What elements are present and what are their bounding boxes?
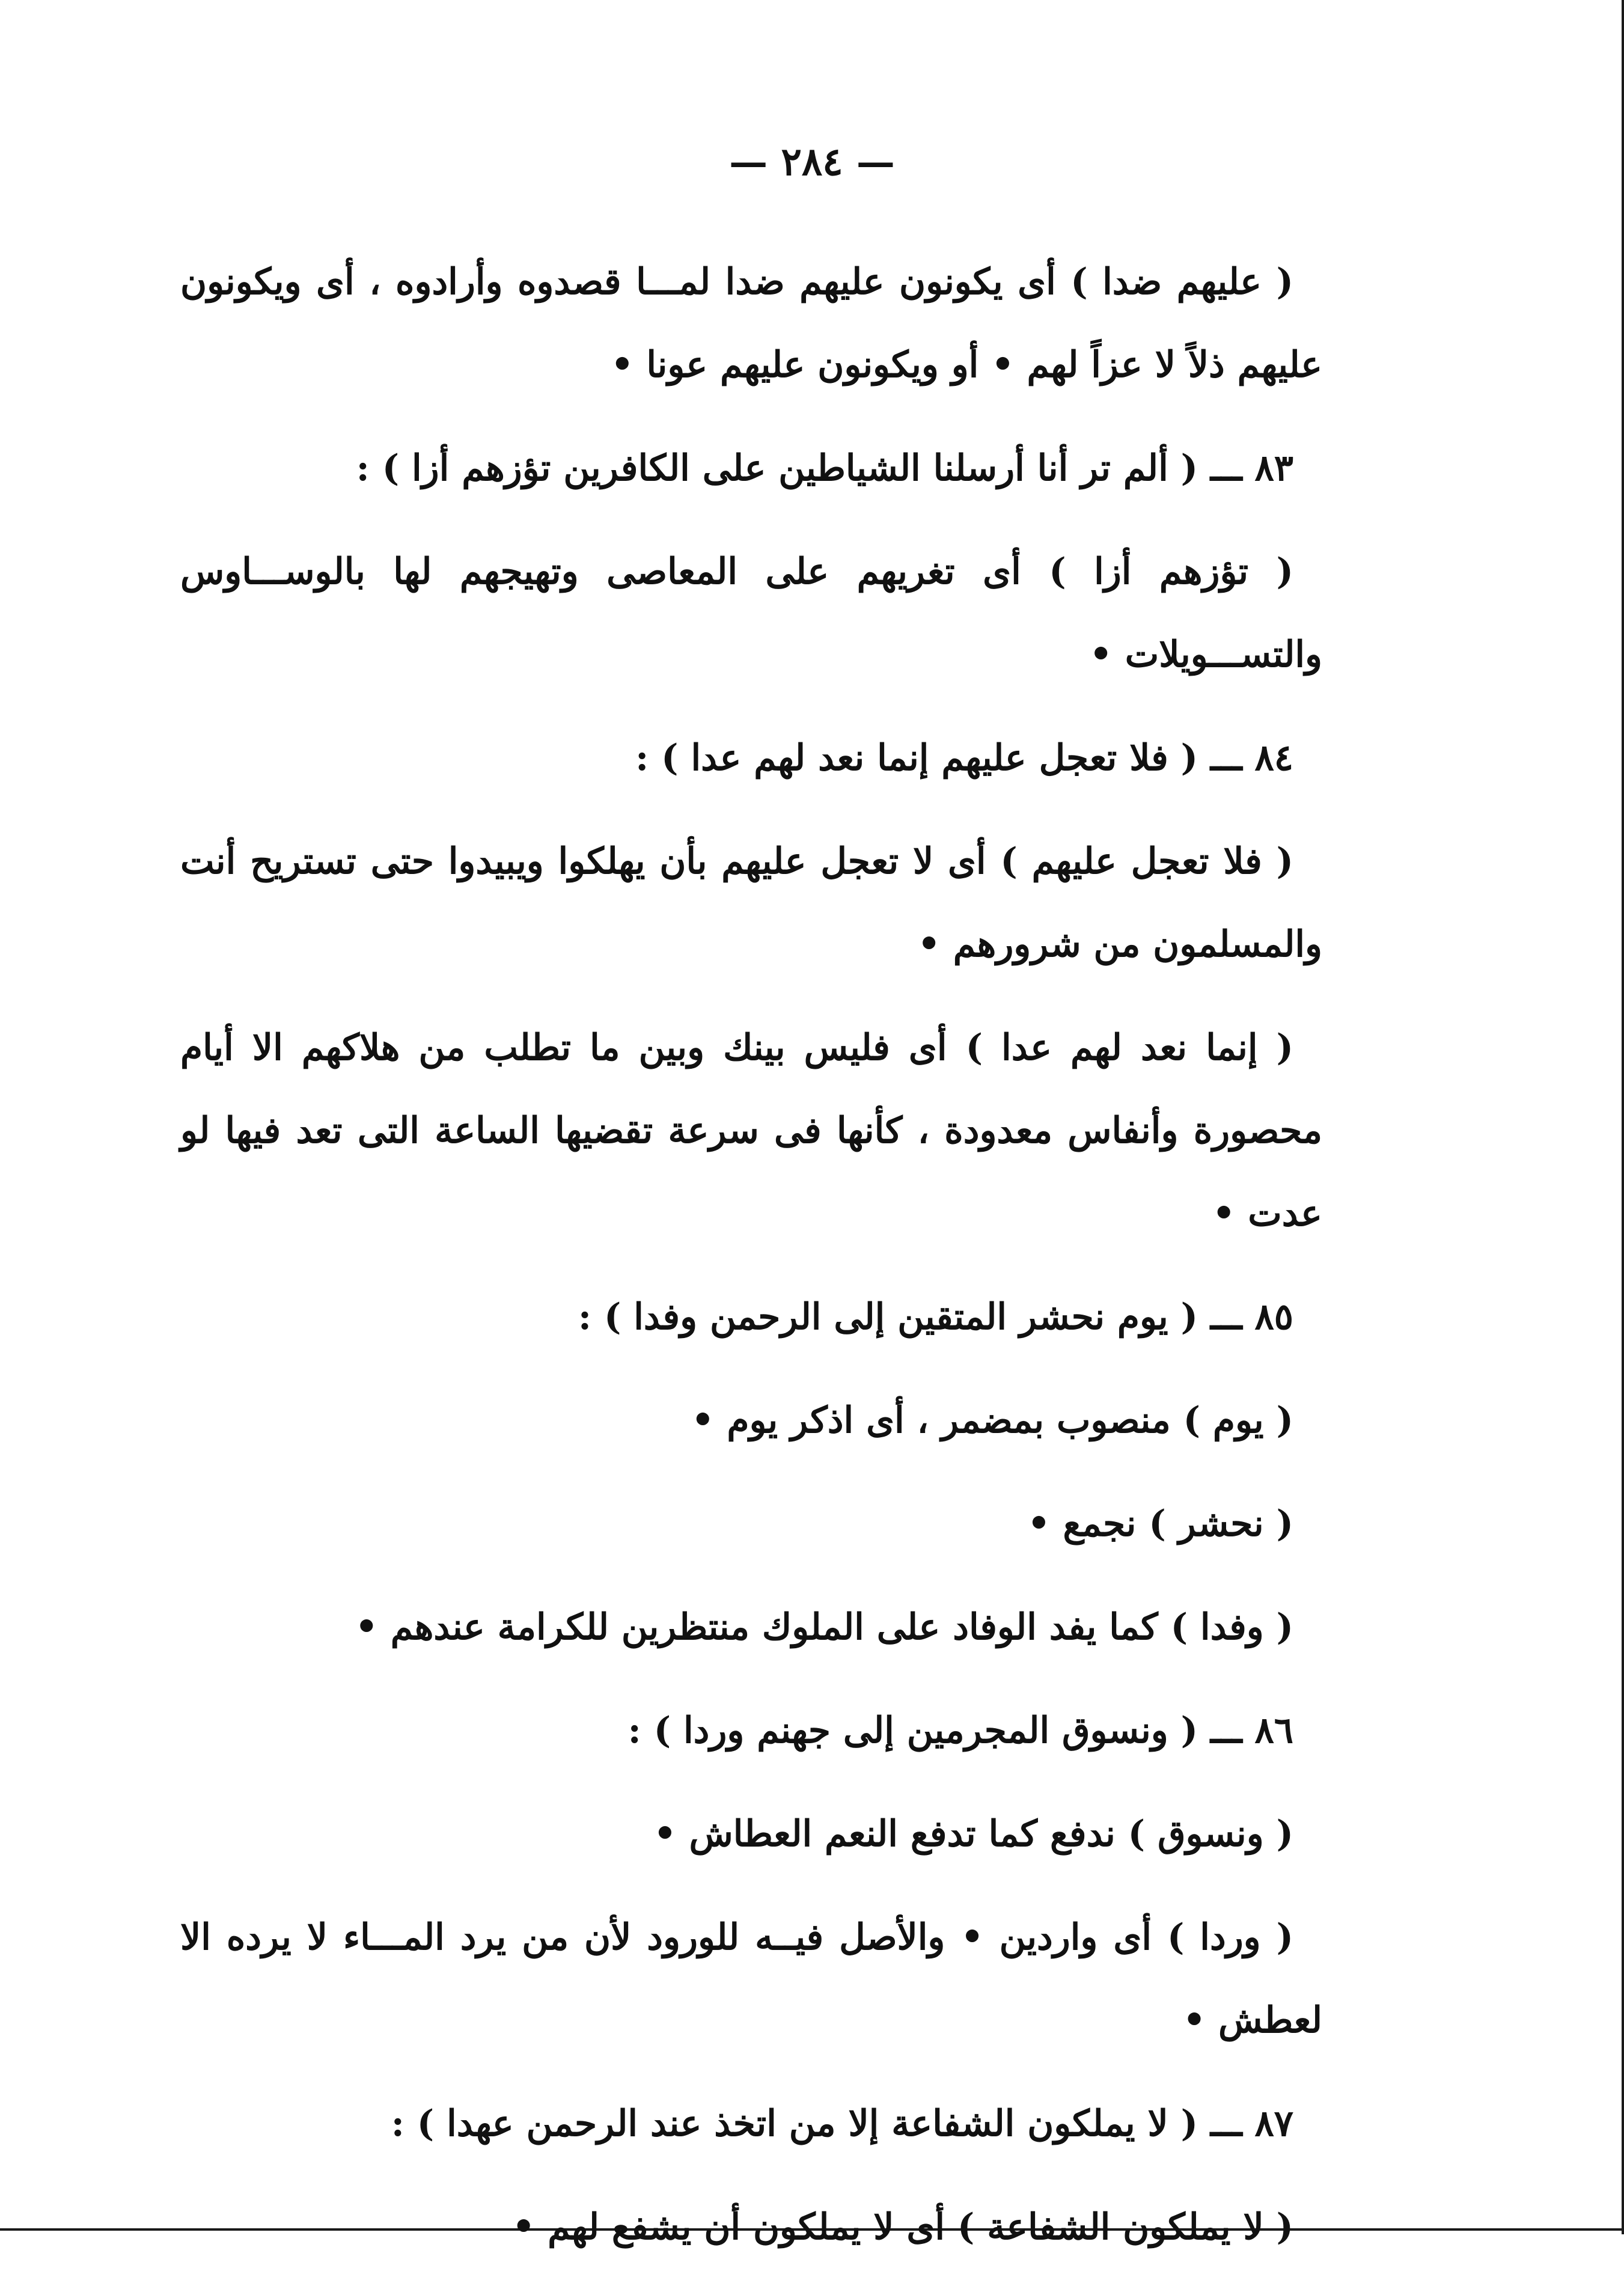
commentary-line: ( ونسوق ) ندفع كما تدفع النعم العطاش • [653,1813,1293,1855]
commentary-paragraph: ( عليهم ضدا ) أى يكونون عليهم ضدا لمـــا قصدوه وأرادوه ، أى ويكونون عليهم ذلاً لا عزاً لهم • أو ويكونون عليهم عونا • [180,261,1322,386]
commentary-paragraph: ( تؤزهم أزا ) أى تغريهم على المعاصى وتهيجهم لها بالوســـاوس والتســـويلات • [180,551,1322,676]
commentary-paragraph: ( فلا تعجل عليهم ) أى لا تعجل عليهم بأن يهلكوا ويبيدوا حتى تستريح أنت والمسلمون من شرورهم • [180,840,1322,965]
commentary-line: ( نحشر ) نجمع • [1027,1503,1293,1545]
page-number: — ٢٨٤ — [729,139,895,185]
verse-heading-83: ٨٣ ـــ ( ألم تر أنا أرسلنا الشياطين على الكافرين تؤزهم أزا ) : [356,447,1293,489]
commentary-line: ( يوم ) منصوب بمضمر ، أى اذكر يوم • [691,1399,1293,1441]
verse-heading-87: ٨٧ ـــ ( لا يملكون الشفاعة إلا من اتخذ عند الرحمن عهدا ) : [391,2103,1293,2145]
commentary-line: ( لا يملكون الشفاعة ) أى لا يملكون أن يشفع لهم • [511,2206,1293,2248]
commentary-paragraph: ( وردا ) أى واردين • والأصل فيــه للورود لأن من يرد المـــاء لا يرده الا لعطش • [180,1916,1322,2041]
page-body [180,240,1322,2289]
verse-heading-84: ٨٤ ـــ ( فلا تعجل عليهم إنما نعد لهم عدا ) : [635,737,1293,779]
verse-heading-86: ٨٦ ـــ ( ونسوق المجرمين إلى جهنم وردا ) : [627,1710,1293,1752]
page-border-right [1622,0,1624,2234]
commentary-paragraph: ( إنما نعد لهم عدا ) أى فليس بينك وبين ما تطلب من هلاكهم الا أيام محصورة وأنفاس معدودة ، كأنها فى سرعة تقضيها الساعة التى تعد فيها لو عدت • [180,1027,1322,1235]
verse-heading-85: ٨٥ ـــ ( يوم نحشر المتقين إلى الرحمن وفدا ) : [578,1296,1293,1338]
commentary-line: ( وفدا ) كما يفد الوفاد على الملوك منتظرين للكرامة عندهم • [355,1606,1293,1648]
